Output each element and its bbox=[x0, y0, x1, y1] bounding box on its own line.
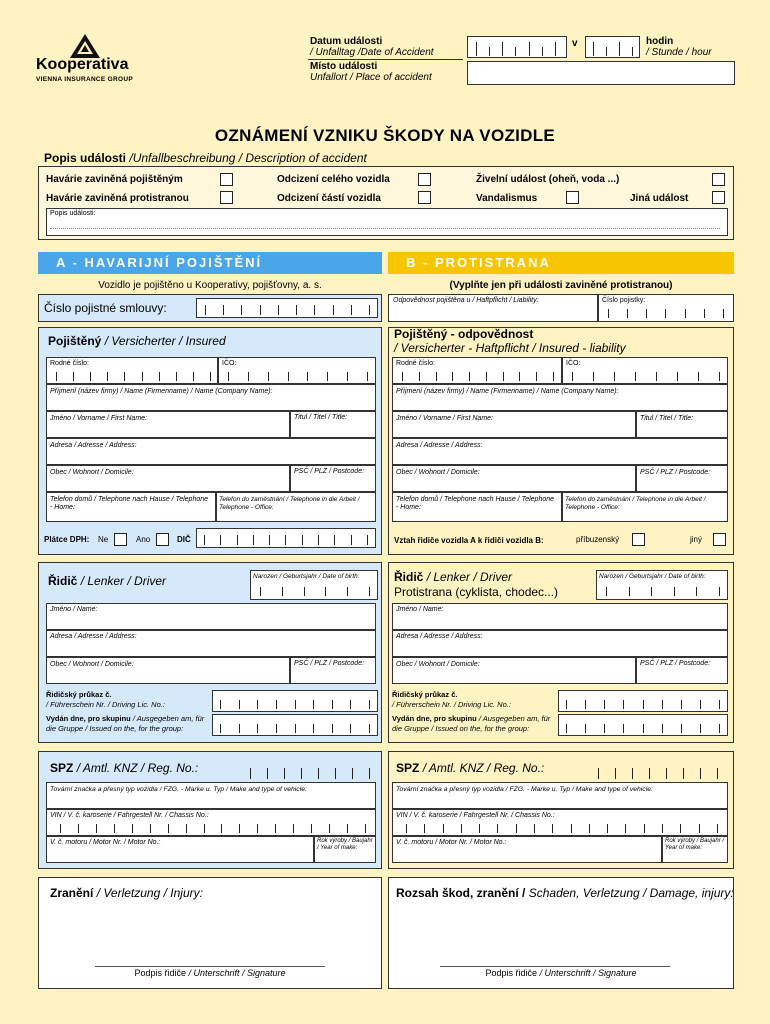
tick-mark bbox=[643, 724, 644, 733]
tick-mark bbox=[589, 824, 590, 833]
section-a-header: A - HAVARIJNÍ POJIŠTĚNÍ bbox=[38, 252, 382, 274]
tick-mark bbox=[223, 305, 224, 315]
tick-mark bbox=[674, 587, 675, 596]
tick-mark bbox=[619, 42, 620, 56]
tick-mark bbox=[351, 535, 352, 545]
tick-mark bbox=[248, 372, 249, 381]
tick-mark bbox=[327, 372, 328, 381]
policy-label: Číslo pojistné smlouvy: bbox=[44, 301, 167, 315]
b-daddr-label: Adresa / Adresse / Address: bbox=[396, 633, 483, 640]
tick-mark bbox=[598, 768, 599, 779]
tick-mark bbox=[257, 700, 258, 709]
tick-mark bbox=[555, 42, 556, 56]
checkbox-theft-vehicle[interactable] bbox=[418, 173, 431, 186]
tick-mark bbox=[606, 587, 607, 596]
tick-mark bbox=[608, 309, 609, 318]
a-address-label: Adresa / Adresse / Address: bbox=[50, 442, 137, 449]
b-signature-line bbox=[440, 966, 670, 967]
a-make-label: Tovární značka a přesný typ vozidla / FZG. - Marke u. Typ / Make and type of vehicle: bbox=[50, 786, 307, 793]
a-vin-label: VIN / V. č. karoserie / Fahrgestell Nr. / Chassis No.: bbox=[50, 812, 209, 819]
tick-mark bbox=[646, 309, 647, 318]
tick-mark bbox=[627, 309, 628, 318]
tick-mark bbox=[424, 824, 425, 833]
tick-mark bbox=[369, 768, 370, 779]
vat-yes-label: Ano bbox=[136, 535, 151, 544]
desc-text-label: Popis události: bbox=[50, 210, 96, 217]
tick-mark bbox=[719, 700, 720, 709]
tick-mark bbox=[623, 700, 624, 709]
tick-mark bbox=[649, 768, 650, 779]
tick-mark bbox=[205, 305, 206, 315]
tick-mark bbox=[700, 768, 701, 779]
tick-mark bbox=[220, 535, 221, 545]
tick-mark bbox=[267, 768, 268, 779]
vat-no-checkbox[interactable] bbox=[114, 533, 127, 546]
tick-mark bbox=[204, 535, 205, 545]
tick-mark bbox=[250, 768, 251, 779]
tick-mark bbox=[723, 309, 724, 318]
tick-mark bbox=[314, 305, 315, 315]
b-born-ticks bbox=[606, 587, 720, 596]
b-surname-label: Příjmení (název firmy) / Name (Firmenname) / Name (Company Name): bbox=[396, 388, 619, 395]
tick-mark bbox=[516, 824, 517, 833]
tick-mark bbox=[241, 305, 242, 315]
tick-mark bbox=[142, 372, 143, 381]
tick-mark bbox=[503, 372, 504, 381]
tick-mark bbox=[625, 824, 626, 833]
section-a-note: Vozidlo je pojištěno u Kooperativy, pojišťovny, a. s. bbox=[98, 280, 322, 291]
b-born-label: Narozen / Geburtsjahr / Date of birth: bbox=[599, 573, 706, 580]
b-first-name-label: Jméno / Vorname / First Name: bbox=[396, 415, 493, 422]
tick-mark bbox=[685, 309, 686, 318]
tick-mark bbox=[519, 372, 520, 381]
opt-theft-vehicle: Odcizení celého vozidla bbox=[277, 174, 390, 185]
a-dname-label: Jméno / Name: bbox=[50, 606, 98, 613]
tick-mark bbox=[276, 724, 277, 733]
tick-mark bbox=[369, 724, 370, 733]
a-vin-ticks bbox=[60, 824, 366, 833]
b-policy-label: Číslo pojistky: bbox=[602, 297, 646, 304]
tick-mark bbox=[717, 824, 718, 833]
opt-other: Jiná událost bbox=[630, 193, 689, 204]
tick-mark bbox=[623, 724, 624, 733]
tick-mark bbox=[553, 372, 554, 381]
b-address-label: Adresa / Adresse / Address: bbox=[396, 442, 483, 449]
a-born-label: Narozen / Geburtsjahr / Date of birth: bbox=[253, 573, 360, 580]
tick-mark bbox=[168, 824, 169, 833]
tick-mark bbox=[534, 824, 535, 833]
tick-mark bbox=[268, 372, 269, 381]
tick-mark bbox=[284, 768, 285, 779]
tick-mark bbox=[632, 47, 633, 56]
injury-label: Zranění / Verletzung / Injury: bbox=[50, 886, 203, 900]
tick-mark bbox=[615, 768, 616, 779]
tick-mark bbox=[260, 305, 261, 315]
tick-mark bbox=[585, 724, 586, 733]
relative-checkbox[interactable] bbox=[632, 533, 645, 546]
tick-mark bbox=[629, 587, 630, 596]
tick-mark bbox=[443, 824, 444, 833]
b-make-label: Tovární značka a přesný typ vozidla / FZG. - Marke u. Typ / Make and type of vehicle: bbox=[396, 786, 653, 793]
tick-mark bbox=[606, 47, 607, 56]
a-first-name-label: Jméno / Vorname / First Name: bbox=[50, 415, 147, 422]
relation-label: Vztah řidiče vozidla A k řidiči vozidla B: bbox=[394, 536, 544, 545]
tick-mark bbox=[333, 305, 334, 315]
tick-mark bbox=[239, 700, 240, 709]
tick-mark bbox=[529, 42, 530, 56]
tick-mark bbox=[221, 824, 222, 833]
tick-mark bbox=[635, 372, 636, 381]
tick-mark bbox=[78, 824, 79, 833]
tick-mark bbox=[542, 47, 543, 56]
desc-label: Popis události /Unfallbeschreibung / Description of accident bbox=[44, 151, 367, 165]
tick-mark bbox=[680, 824, 681, 833]
tick-mark bbox=[369, 305, 370, 315]
tick-mark bbox=[90, 372, 91, 381]
damage-label: Rozsah škod, zranění / Schaden, Verletzung / Damage, injury: bbox=[396, 886, 734, 900]
tick-mark bbox=[552, 824, 553, 833]
tick-mark bbox=[607, 824, 608, 833]
checkbox-theft-parts[interactable] bbox=[418, 191, 431, 204]
tick-mark bbox=[593, 42, 594, 56]
b-city-label: Obec / Wohnort / Domicile: bbox=[396, 469, 480, 476]
dic-ticks bbox=[204, 535, 368, 545]
section-b-header: B - PROTISTRANA bbox=[388, 252, 734, 274]
tick-mark bbox=[193, 372, 194, 381]
a-motor-label: V. č. motoru / Motor Nr. / Motor No.: bbox=[50, 839, 161, 846]
tick-mark bbox=[699, 824, 700, 833]
tick-mark bbox=[571, 824, 572, 833]
tick-mark bbox=[176, 372, 177, 381]
desc-dotted-line bbox=[50, 228, 720, 229]
tick-mark bbox=[700, 724, 701, 733]
b-psc-label: PSČ / PLZ / Postcode: bbox=[640, 469, 711, 476]
tick-mark bbox=[681, 724, 682, 733]
tick-mark bbox=[486, 372, 487, 381]
b-tel-home-label: Telefon domů / Telephone nach Hause / Telephone - Home: bbox=[396, 496, 555, 511]
tick-mark bbox=[643, 700, 644, 709]
brand-group: VIENNA INSURANCE GROUP bbox=[36, 76, 134, 83]
tick-mark bbox=[452, 372, 453, 381]
tick-mark bbox=[572, 372, 573, 381]
tick-mark bbox=[329, 824, 330, 833]
b-tel-office-label: Telefon do zaměstnání / Telephone in die Arbeit / Telephone - Office: bbox=[565, 496, 706, 511]
a-issued-label: Vydán dne, pro skupinu / Ausgegeben am, für die Gruppe / Issued on the, for the group: bbox=[46, 714, 205, 733]
tick-mark bbox=[347, 372, 348, 381]
b-vin-label: VIN / V. č. karoserie / Fahrgestell Nr. / Chassis No.: bbox=[396, 812, 555, 819]
tick-mark bbox=[461, 824, 462, 833]
tick-mark bbox=[253, 535, 254, 545]
tick-mark bbox=[593, 372, 594, 381]
tick-mark bbox=[369, 587, 370, 596]
b-dname-label: Jméno / Name: bbox=[396, 606, 444, 613]
tick-mark bbox=[719, 587, 720, 596]
hour-label: hodin / Stunde / hour bbox=[646, 36, 712, 58]
relative-label: příbuzenský bbox=[576, 535, 620, 544]
tick-mark bbox=[295, 724, 296, 733]
b-motor-label: V. č. motoru / Motor Nr. / Motor No.: bbox=[396, 839, 507, 846]
b-ico-ticks bbox=[572, 372, 720, 381]
time-ticks bbox=[593, 42, 633, 56]
tick-mark bbox=[73, 372, 74, 381]
a-insured-label: Pojištěný / Versicherter / Insured bbox=[48, 334, 226, 348]
tick-mark bbox=[644, 824, 645, 833]
a-psc-label: PSČ / PLZ / Postcode: bbox=[294, 468, 365, 475]
tick-mark bbox=[114, 824, 115, 833]
tick-mark bbox=[700, 700, 701, 709]
a-spz-label: SPZ / Amtl. KNZ / Reg. No.: bbox=[50, 761, 199, 775]
liability-label: Odpovědnost pojištěna u / Haftpflicht / Liability: bbox=[393, 297, 539, 304]
tick-mark bbox=[124, 372, 125, 381]
tick-mark bbox=[476, 42, 477, 56]
tick-mark bbox=[369, 700, 370, 709]
tick-mark bbox=[604, 724, 605, 733]
tick-mark bbox=[656, 372, 657, 381]
vat-no-label: Ne bbox=[98, 535, 109, 544]
tick-mark bbox=[220, 724, 221, 733]
a-tel-office-label: Telefon do zaměstnání / Telephone in die Arbeit / Telephone - Office: bbox=[219, 496, 360, 511]
tick-mark bbox=[204, 824, 205, 833]
desc-text-field[interactable] bbox=[46, 208, 728, 236]
a-issued-ticks bbox=[220, 724, 370, 733]
tick-mark bbox=[237, 535, 238, 545]
b-vin-ticks bbox=[406, 824, 718, 833]
tick-mark bbox=[228, 372, 229, 381]
tick-mark bbox=[489, 47, 490, 56]
tick-mark bbox=[365, 824, 366, 833]
tick-mark bbox=[479, 824, 480, 833]
tick-mark bbox=[260, 587, 261, 596]
tick-mark bbox=[347, 824, 348, 833]
tick-mark bbox=[469, 372, 470, 381]
tick-mark bbox=[301, 768, 302, 779]
tick-mark bbox=[313, 700, 314, 709]
tick-mark bbox=[662, 724, 663, 733]
tick-mark bbox=[497, 824, 498, 833]
a-tel-home-label: Telefon domů / Telephone nach Hause / Telephone - Home: bbox=[50, 496, 209, 511]
tick-mark bbox=[719, 724, 720, 733]
tick-mark bbox=[651, 587, 652, 596]
tick-mark bbox=[307, 372, 308, 381]
a-signature-line bbox=[95, 966, 325, 967]
tick-mark bbox=[285, 535, 286, 545]
checkbox-other[interactable] bbox=[712, 191, 725, 204]
tick-mark bbox=[335, 768, 336, 779]
tick-mark bbox=[604, 700, 605, 709]
tick-mark bbox=[311, 824, 312, 833]
other-rel-checkbox[interactable] bbox=[713, 533, 726, 546]
b-ico-label: IČO: bbox=[566, 360, 581, 367]
tick-mark bbox=[698, 372, 699, 381]
tick-mark bbox=[293, 824, 294, 833]
tick-mark bbox=[325, 587, 326, 596]
tick-mark bbox=[276, 700, 277, 709]
tick-mark bbox=[56, 372, 57, 381]
tick-mark bbox=[367, 535, 368, 545]
a-dpsc-label: PSČ / PLZ / Postcode: bbox=[294, 660, 365, 667]
b-dpsc-label: PSČ / PLZ / Postcode: bbox=[640, 660, 711, 667]
tick-mark bbox=[536, 372, 537, 381]
b-issued-ticks bbox=[566, 724, 720, 733]
tick-mark bbox=[352, 768, 353, 779]
tick-mark bbox=[132, 824, 133, 833]
date-ticks bbox=[476, 42, 556, 56]
tick-mark bbox=[351, 305, 352, 315]
tick-mark bbox=[367, 372, 368, 381]
a-lic-ticks bbox=[220, 700, 370, 709]
at-label: v bbox=[572, 38, 578, 49]
tick-mark bbox=[406, 824, 407, 833]
tick-mark bbox=[295, 700, 296, 709]
b-spz-label: SPZ / Amtl. KNZ / Reg. No.: bbox=[396, 761, 545, 775]
tick-mark bbox=[683, 768, 684, 779]
tick-mark bbox=[662, 700, 663, 709]
tick-mark bbox=[719, 372, 720, 381]
tick-mark bbox=[632, 768, 633, 779]
b-year-label: Rok výroby / Baujahr / Year of make: bbox=[665, 838, 725, 851]
a-titul-label: Titul / Titel / Title: bbox=[294, 414, 348, 421]
tick-mark bbox=[350, 700, 351, 709]
tick-mark bbox=[696, 587, 697, 596]
place-field[interactable] bbox=[467, 61, 735, 85]
tick-mark bbox=[302, 535, 303, 545]
b-insured-label: Pojištěný - odpovědnost / Versicherter - Haftpflicht / Insured - liability bbox=[394, 327, 626, 355]
tick-mark bbox=[681, 700, 682, 709]
tick-mark bbox=[107, 372, 108, 381]
tick-mark bbox=[585, 700, 586, 709]
tick-mark bbox=[257, 824, 258, 833]
policy-ticks bbox=[205, 305, 370, 315]
b-titul-label: Titul / Titel / Title: bbox=[640, 415, 694, 422]
tick-mark bbox=[288, 372, 289, 381]
opt-other-fault: Havárie zaviněná protistranou bbox=[46, 193, 189, 204]
tick-mark bbox=[159, 372, 160, 381]
tick-mark bbox=[318, 535, 319, 545]
b-dcity-label: Obec / Wohnort / Domicile: bbox=[396, 661, 480, 668]
b-spz-ticks bbox=[598, 768, 718, 779]
tick-mark bbox=[150, 824, 151, 833]
tick-mark bbox=[96, 824, 97, 833]
tick-mark bbox=[419, 372, 420, 381]
tick-mark bbox=[347, 587, 348, 596]
form-title: OZNÁMENÍ VZNIKU ŠKODY NA VOZIDLE bbox=[214, 126, 556, 145]
tick-mark bbox=[220, 700, 221, 709]
b-rc-label: Rodné číslo: bbox=[396, 360, 435, 367]
tick-mark bbox=[665, 309, 666, 318]
tick-mark bbox=[566, 700, 567, 709]
tick-mark bbox=[257, 724, 258, 733]
tick-mark bbox=[666, 768, 667, 779]
b-policy-ticks bbox=[608, 309, 724, 318]
b-lic-ticks bbox=[566, 700, 720, 709]
a-daddr-label: Adresa / Adresse / Address: bbox=[50, 633, 137, 640]
a-ico-ticks bbox=[228, 372, 368, 381]
tick-mark bbox=[278, 305, 279, 315]
checkbox-natural[interactable] bbox=[712, 173, 725, 186]
tick-mark bbox=[269, 535, 270, 545]
checkbox-own-fault[interactable] bbox=[220, 173, 233, 186]
tick-mark bbox=[332, 700, 333, 709]
opt-own-fault: Havárie zaviněná pojištěným bbox=[46, 174, 183, 185]
a-dcity-label: Obec / Wohnort / Domicile: bbox=[50, 661, 134, 668]
a-spz-ticks bbox=[250, 768, 370, 779]
a-surname-label: Příjmení (název firmy) / Name (Firmenname) / Name (Company Name): bbox=[50, 388, 273, 395]
a-ico-label: IČO: bbox=[222, 360, 237, 367]
tick-mark bbox=[186, 824, 187, 833]
tick-mark bbox=[402, 372, 403, 381]
tick-mark bbox=[704, 309, 705, 318]
other-rel-label: jiný bbox=[690, 535, 703, 544]
opt-vandalism: Vandalismus bbox=[476, 193, 538, 204]
tick-mark bbox=[717, 768, 718, 779]
a-city-label: Obec / Wohnort / Domicile: bbox=[50, 469, 134, 476]
tick-mark bbox=[239, 724, 240, 733]
tick-mark bbox=[304, 587, 305, 596]
vat-yes-checkbox[interactable] bbox=[156, 533, 169, 546]
tick-mark bbox=[662, 824, 663, 833]
tick-mark bbox=[296, 305, 297, 315]
a-driver-label: Řidič / Lenker / Driver bbox=[48, 574, 167, 588]
tick-mark bbox=[313, 724, 314, 733]
tick-mark bbox=[677, 372, 678, 381]
checkbox-other-fault[interactable] bbox=[220, 191, 233, 204]
tick-mark bbox=[614, 372, 615, 381]
tick-mark bbox=[210, 372, 211, 381]
tick-mark bbox=[334, 535, 335, 545]
tick-mark bbox=[502, 42, 503, 56]
b-issued-label: Vydán dne, pro skupinu / Ausgegeben am, für die Gruppe / Issued on the, for the group: bbox=[392, 714, 551, 733]
tick-mark bbox=[515, 47, 516, 56]
tick-mark bbox=[332, 724, 333, 733]
kooperativa-logo-icon bbox=[70, 34, 100, 58]
dic-label: DIČ bbox=[177, 535, 191, 544]
a-rc-ticks bbox=[56, 372, 211, 381]
tick-mark bbox=[350, 724, 351, 733]
b-rc-ticks bbox=[402, 372, 554, 381]
tick-mark bbox=[318, 768, 319, 779]
header-divider bbox=[308, 59, 463, 60]
section-b-note: (Vyplňte jen při události zaviněné protistranou) bbox=[449, 280, 673, 291]
tick-mark bbox=[566, 724, 567, 733]
a-signature-label: Podpis řidiče / Unterschrift / Signature bbox=[134, 968, 286, 978]
date-label: Datum události / Unfalltag /Date of Accident bbox=[310, 36, 434, 58]
b-signature-label: Podpis řidiče / Unterschrift / Signature bbox=[485, 968, 637, 978]
a-born-ticks bbox=[260, 587, 370, 596]
opt-natural: Živelní událost (oheň, voda ...) bbox=[476, 174, 620, 185]
a-lic-label: Řidičský průkaz č. / Führerschein Nr. / Driving Lic. No.: bbox=[46, 690, 165, 709]
b-driver-label: Řidič / Lenker / Driver Protistrana (cyklista, chodec...) bbox=[394, 570, 559, 599]
tick-mark bbox=[275, 824, 276, 833]
tick-mark bbox=[239, 824, 240, 833]
brand-name: Kooperativa bbox=[36, 56, 129, 73]
tick-mark bbox=[282, 587, 283, 596]
checkbox-vandalism[interactable] bbox=[566, 191, 579, 204]
opt-theft-parts: Odcizení částí vozidla bbox=[277, 193, 381, 204]
a-rc-label: Rodné číslo: bbox=[50, 360, 89, 367]
b-lic-label: Řidičský průkaz č. / Führerschein Nr. / Driving Lic. No.: bbox=[392, 690, 511, 709]
tick-mark bbox=[60, 824, 61, 833]
vat-label: Plátce DPH: bbox=[44, 535, 90, 544]
place-label: Místo události Unfallort / Place of accident bbox=[310, 61, 432, 83]
a-year-label: Rok výroby / Baujahr / Year of make: bbox=[317, 838, 373, 851]
tick-mark bbox=[436, 372, 437, 381]
logo bbox=[36, 34, 146, 94]
